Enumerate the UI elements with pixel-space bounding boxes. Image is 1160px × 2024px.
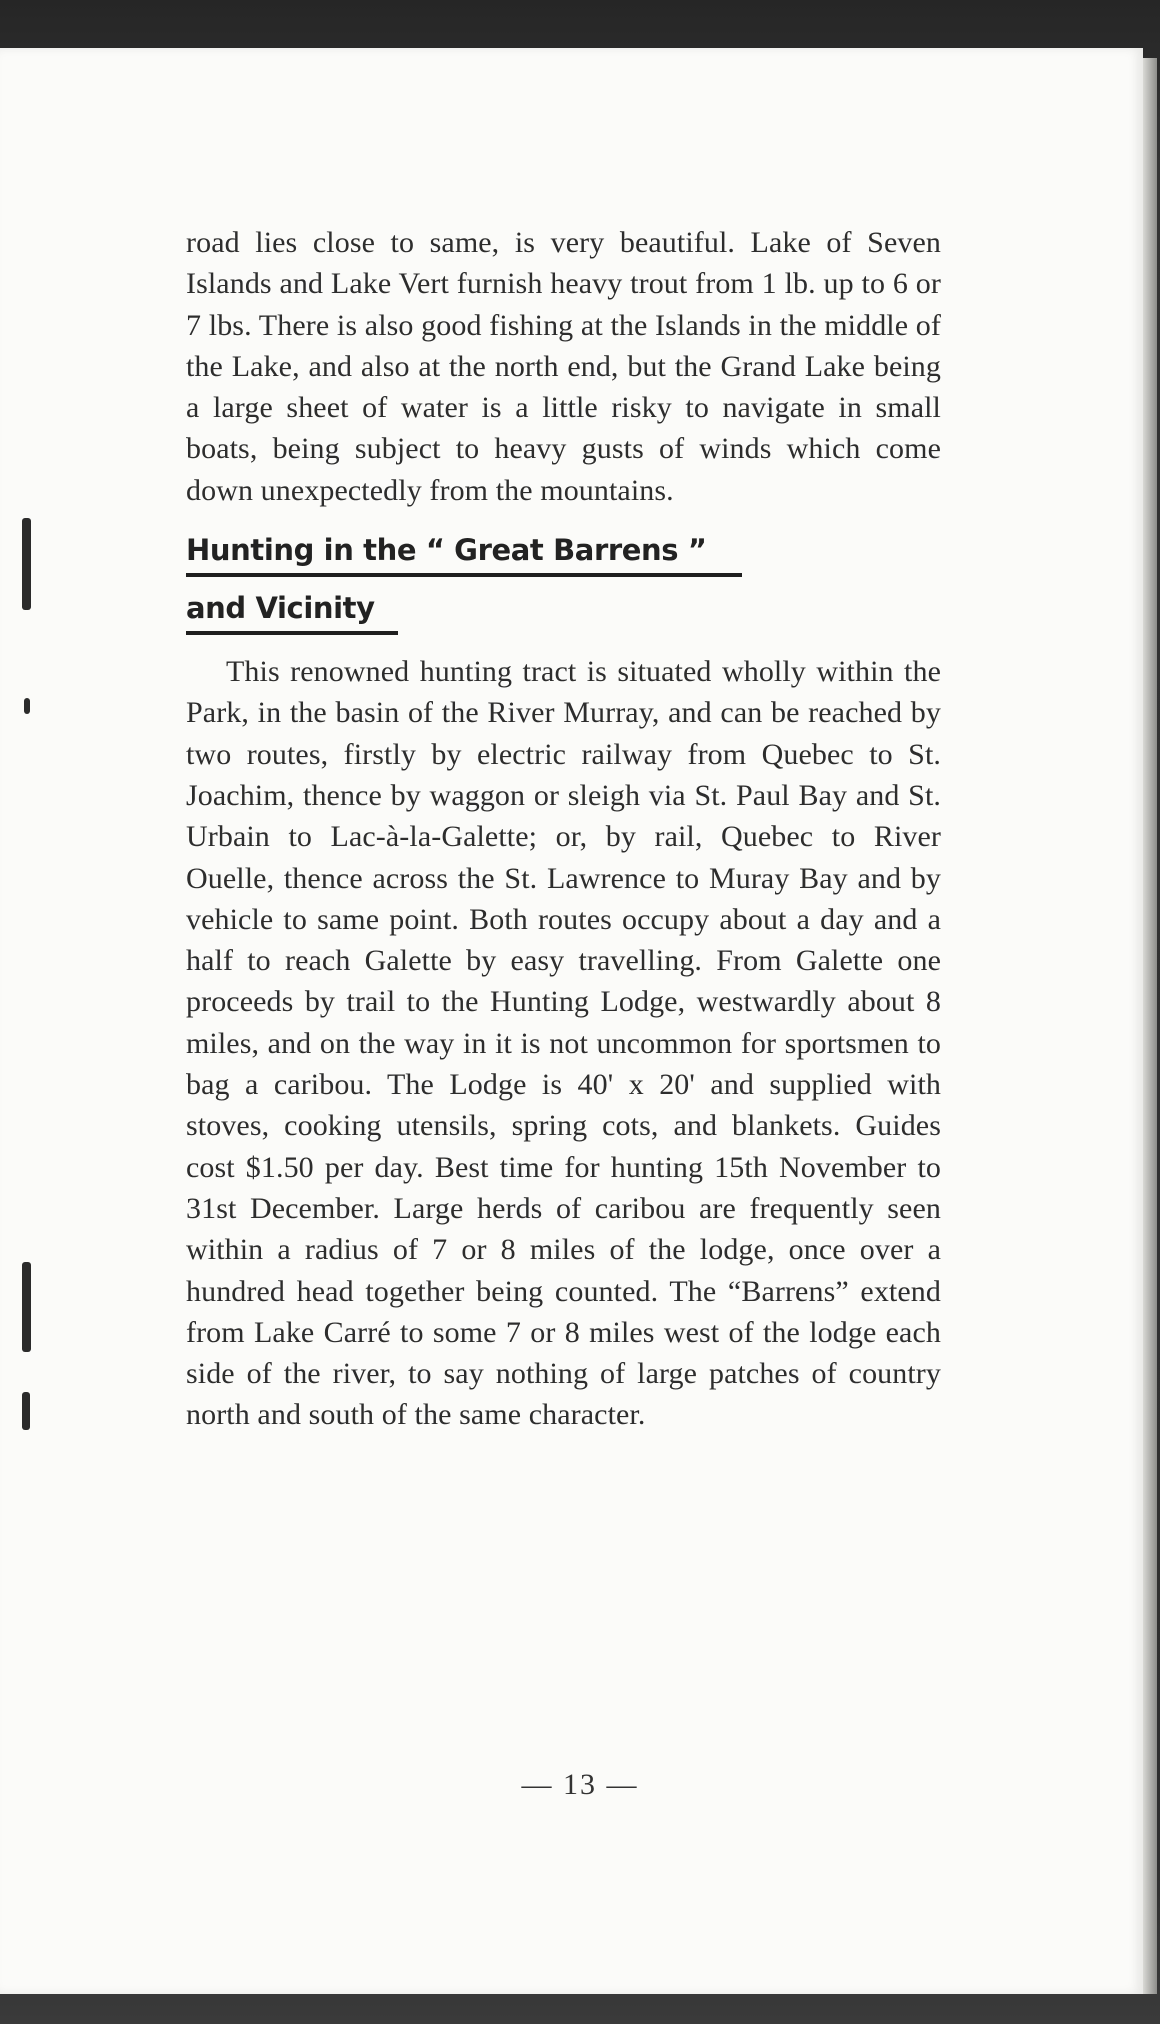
heading-line-2: and Vicinity [186, 591, 375, 626]
margin-mark [22, 1392, 30, 1430]
intro-paragraph: road lies close to same, is very beautiful. Lake of Seven Islands and Lake Vert furnish heavy trout from 1 lb. up to 6 or 7 lbs. There is also good fishing at the Islands in the middle of the Lake, and also at the north end, but the Grand Lake being a large sheet of water is a little risky to navigate in small boats, being subject to heavy gusts of winds which come down unexpectedly from the mountains. [186, 226, 941, 507]
page-number: — 13 — [521, 1768, 639, 1801]
page-edge [1143, 58, 1157, 1994]
margin-mark [22, 518, 31, 610]
margin-mark [22, 1262, 31, 1352]
heading-line-1: Hunting in the “ Great Barrens ” [186, 533, 707, 568]
margin-mark [24, 698, 30, 714]
heading-underline [186, 631, 398, 635]
page-text [186, 222, 941, 1436]
section-heading-continued [186, 591, 398, 635]
body-paragraph: This renowned hunting tract is situated wholly within the Park, in the basin of the River Murray, and can be reached by two routes, firstly by electric railway from Quebec to St. Joachim, thence by waggon or sleigh via St. Paul Bay and St. Urbain to Lac-à-la-Galette; or, by rail, Quebec to River Ouelle, thence across the St. Lawrence to Muray Bay and by vehicle to same point. Both routes occupy about a day and a half to reach Galette by easy travelling. From Galette one proceeds by trail to the Hunting Lodge, westwardly about 8 miles, and on the way in it is not uncommon for sportsmen to bag a caribou. The Lodge is 40' x 20' and supplied with stoves, cooking utensils, spring cots, and blankets. Guides cost $1.50 per day. Best time for hunting 15th November to 31st December. Large herds of caribou are frequently seen within a radius of 7 or 8 miles of the lodge, once over a hundred head together being counted. The “Barrens” extend from Lake Carré to some 7 or 8 miles west of the lodge each side of the river, to say nothing of large patches of country north and south of the same character. [186, 655, 941, 1432]
heading-underline [186, 573, 742, 577]
section-heading [186, 533, 742, 577]
